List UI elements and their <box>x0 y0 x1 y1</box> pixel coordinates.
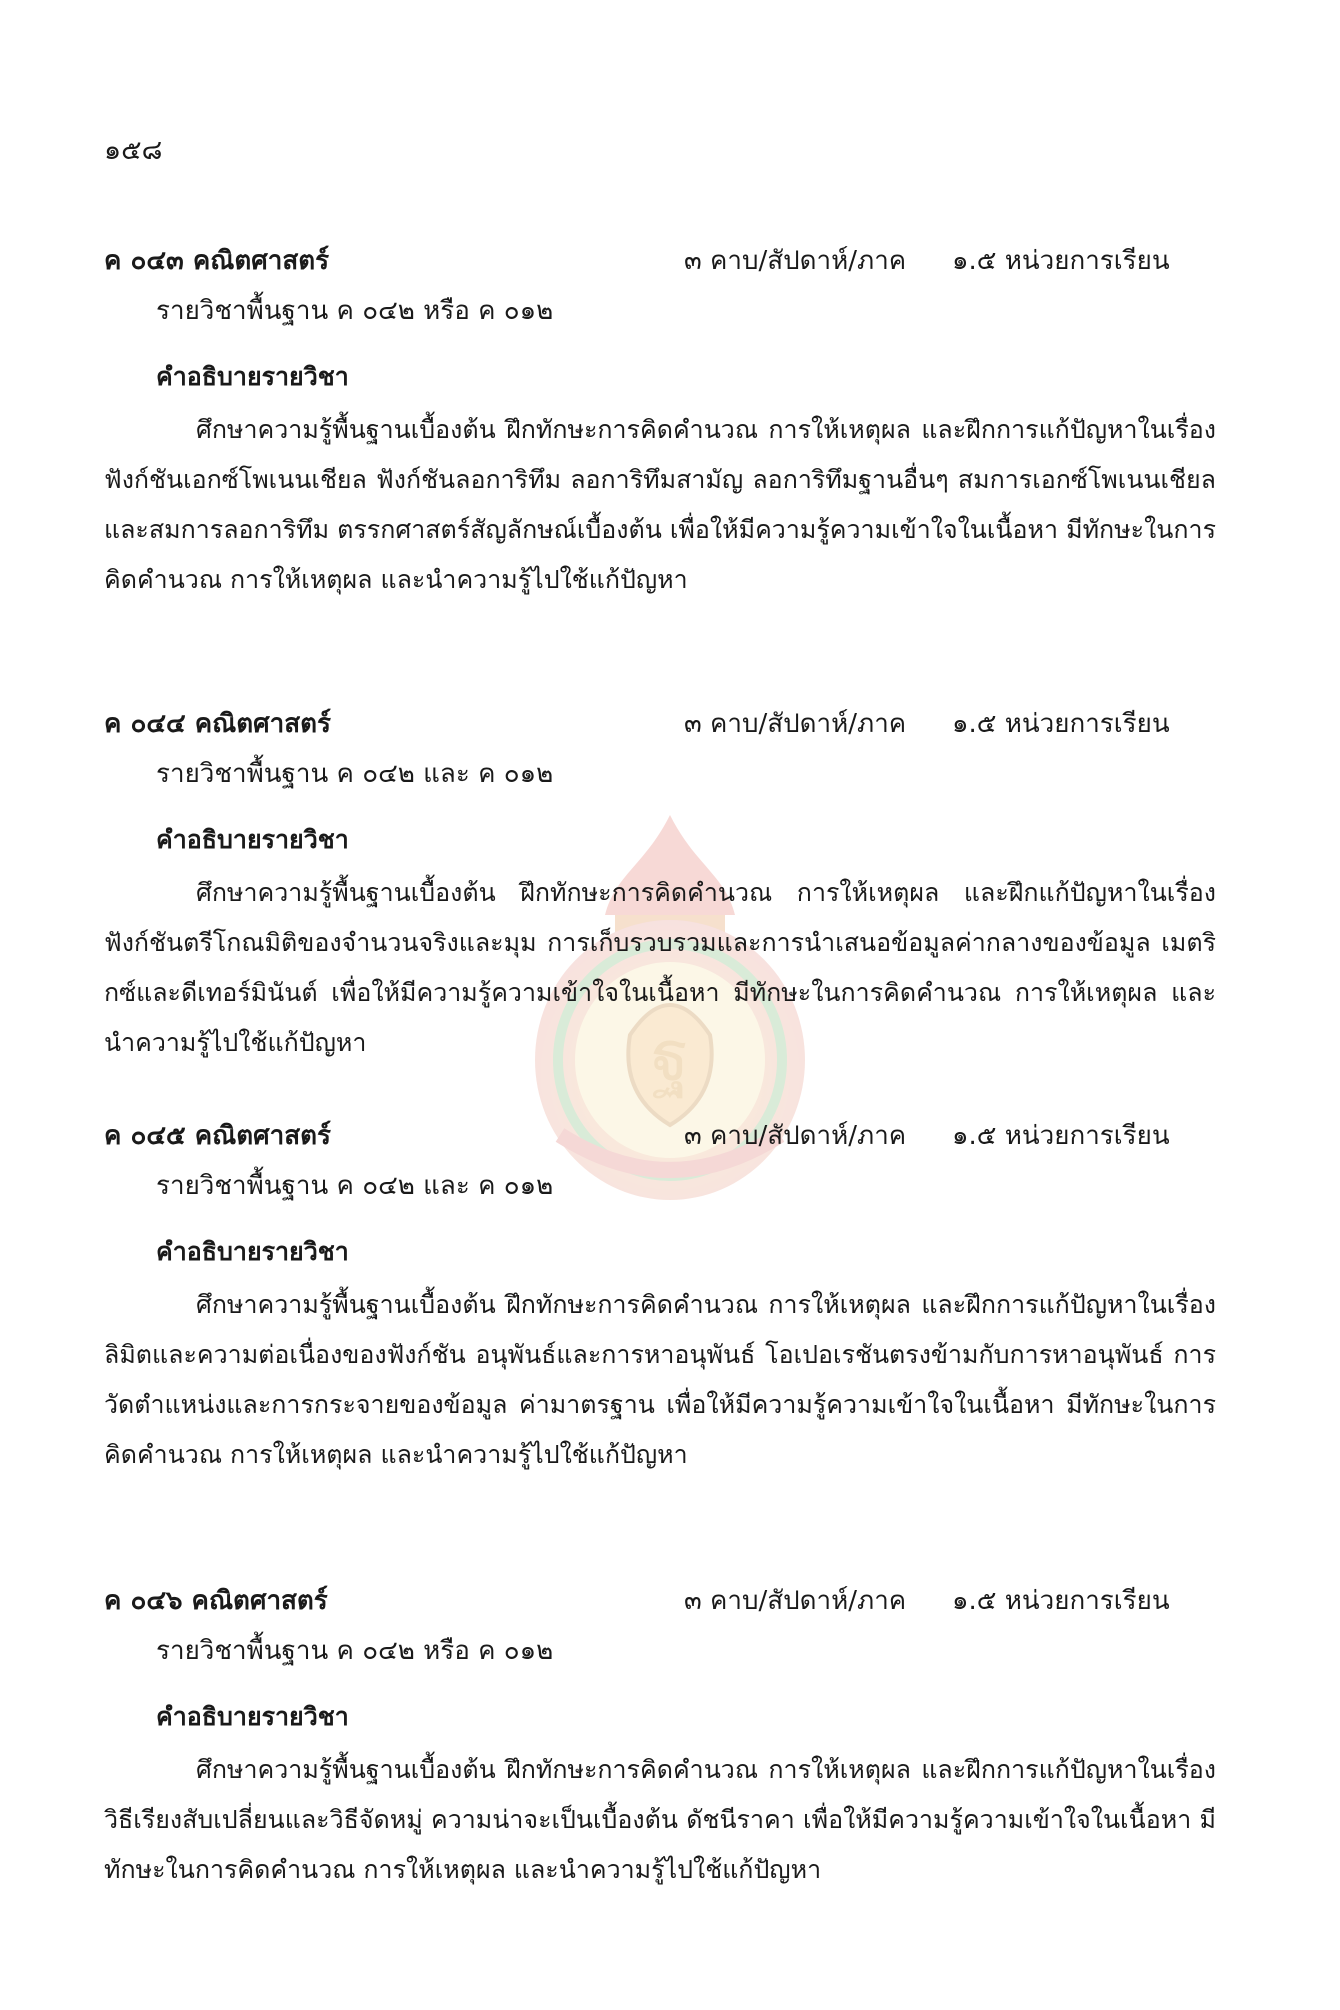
course-hours: ๓ คาบ/สัปดาห์/ภาค <box>684 1586 907 1616</box>
course-description: ศึกษาความรู้พื้นฐานเบื้องต้น ฝึกทักษะการคิดคำนวณ การให้เหตุผล และฝึกการแก้ปัญหาในเรื่อง ฟังก์ชันเอกซ์โพเนนเชียล ฟังก์ชันลอการิทึม ลอการิทึมสามัญ ลอการิทึมฐานอื่นๆ สมการเอกซ์โพเนนเชียลและสมการลอการิทึม ตรรกศาสตร์สัญลักษณ์เบื้องต้น เพื่อให้มีความรู้ความเข้าใจในเนื้อหา มีทักษะในการคิดคำนวณ การให้เหตุผล และนำความรู้ไปใช้แก้ปัญหา <box>104 415 1216 594</box>
description-heading: คำอธิบายรายวิชา <box>156 825 349 854</box>
course-prerequisite: รายวิชาพื้นฐาน ค ๐๔๒ หรือ ค ๐๑๒ <box>156 296 554 326</box>
course-hours: ๓ คาบ/สัปดาห์/ภาค <box>684 709 907 739</box>
svg-text:ฐ: ฐ <box>650 1015 690 1097</box>
course-block <box>104 1115 1224 1505</box>
description-heading: คำอธิบายรายวิชา <box>156 1237 349 1266</box>
course-header <box>104 1115 1224 1155</box>
course-description: ศึกษาความรู้พื้นฐานเบื้องต้น ฝึกทักษะการคิดคำนวณ การให้เหตุผล และฝึกการแก้ปัญหาในเรื่อง วิธีเรียงสับเปลี่ยนและวิธีจัดหมู่ ความน่าจะเป็นเบื้องต้น ดัชนีราคา เพื่อให้มีความรู้ความเข้าใจในเนื้อหา มีทักษะในการคิดคำนวณ การให้เหตุผล และนำความรู้ไปใช้แก้ปัญหา <box>104 1755 1216 1884</box>
course-credits: ๑.๕ หน่วยการเรียน <box>952 709 1170 739</box>
course-code: ค ๐๔๔ คณิตศาสตร์ <box>104 709 331 739</box>
page-number: ๑๕๘ <box>104 135 163 166</box>
course-credits: ๑.๕ หน่วยการเรียน <box>952 1586 1170 1616</box>
course-credits: ๑.๕ หน่วยการเรียน <box>952 246 1170 276</box>
course-prerequisite: รายวิชาพื้นฐาน ค ๐๔๒ และ ค ๐๑๒ <box>156 759 554 789</box>
course-description: ศึกษาความรู้พื้นฐานเบื้องต้น ฝึกทักษะการคิดคำนวณ การให้เหตุผล และฝึกแก้ปัญหาในเรื่อง ฟังก์ชันตรีโกณมิติของจำนวนจริงและมุม การเก็บรวบรวมและการนำเสนอข้อมูลค่ากลางของข้อมูล เมตริกซ์และดีเทอร์มินันต์ เพื่อให้มีความรู้ความเข้าใจในเนื้อหา มีทักษะในการคิดคำนวณ การให้เหตุผล และนำความรู้ไปใช้แก้ปัญหา <box>104 878 1216 1057</box>
course-block <box>104 703 1224 1093</box>
course-header <box>104 1580 1224 1620</box>
course-code: ค ๐๔๕ คณิตศาสตร์ <box>104 1121 331 1151</box>
course-code: ค ๐๔๖ คณิตศาสตร์ <box>104 1586 328 1616</box>
course-credits: ๑.๕ หน่วยการเรียน <box>952 1121 1170 1151</box>
course-prerequisite: รายวิชาพื้นฐาน ค ๐๔๒ และ ค ๐๑๒ <box>156 1171 554 1201</box>
course-header <box>104 703 1224 743</box>
course-block <box>104 240 1224 630</box>
description-heading: คำอธิบายรายวิชา <box>156 1702 349 1731</box>
course-hours: ๓ คาบ/สัปดาห์/ภาค <box>684 1121 907 1151</box>
description-heading: คำอธิบายรายวิชา <box>156 362 349 391</box>
course-description: ศึกษาความรู้พื้นฐานเบื้องต้น ฝึกทักษะการคิดคำนวณ การให้เหตุผล และฝึกการแก้ปัญหาในเรื่อง ลิมิตและความต่อเนื่องของฟังก์ชัน อนุพันธ์และการหาอนุพันธ์ โอเปอเรชันตรงข้ามกับการหาอนุพันธ์ การวัดตำแหน่งและการกระจายของข้อมูล ค่ามาตรฐาน เพื่อให้มีความรู้ความเข้าใจในเนื้อหา มีทักษะในการคิดคำนวณ การให้เหตุผล และนำความรู้ไปใช้แก้ปัญหา <box>104 1290 1216 1469</box>
course-code: ค ๐๔๓ คณิตศาสตร์ <box>104 246 330 276</box>
course-hours: ๓ คาบ/สัปดาห์/ภาค <box>684 246 907 276</box>
course-prerequisite: รายวิชาพื้นฐาน ค ๐๔๒ หรือ ค ๐๑๒ <box>156 1636 554 1666</box>
course-header <box>104 240 1224 280</box>
course-block <box>104 1580 1224 1920</box>
